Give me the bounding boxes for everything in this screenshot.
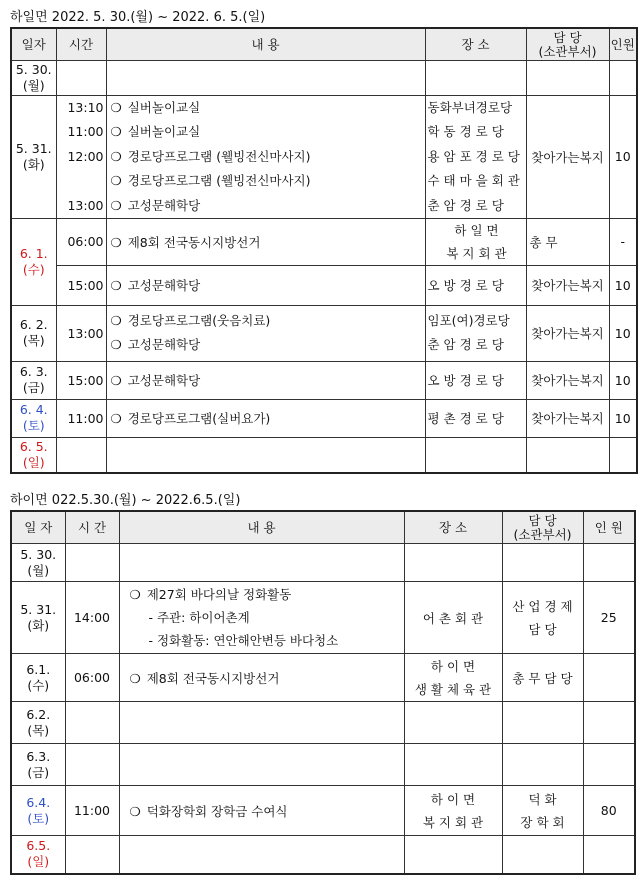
header-time: 시 간 [65,511,119,544]
schedule-title-haieum: 하이면 022.5.30.(월) ~ 2022.6.5.(일) [10,493,241,508]
dept-cell: 찾아가는복지 [526,265,609,305]
content-cell: ❍ 고성문해학당 [106,361,425,399]
table-row [11,305,637,361]
table-row [11,265,637,305]
bullet-icon: ❍ [110,124,122,140]
bullet-icon: ❍ [110,411,122,427]
count-cell: 10 [609,305,637,361]
table-row [11,61,637,96]
place-cell: 임포(여)경로당 춘 암 경 로 당 [425,305,526,361]
count-cell: - [609,218,637,265]
header-row [11,28,637,61]
date-cell: 5. 30. (월) [11,544,65,582]
date-cell: 5. 31. (화) [11,582,65,654]
bullet-icon: ❍ [110,197,122,213]
date-cell: 5. 31. (화) [11,96,56,219]
date-cell: 6. 2. (목) [11,305,56,361]
dept-cell: 찾아가는복지 [526,399,609,437]
table-row [11,399,637,437]
time-cell: 14:00 [65,582,119,654]
dept-cell: 덕 화 장 학 회 [502,786,583,836]
table-row [11,361,637,399]
header-content: 내 용 [119,511,404,544]
place-cell: 오 방 경 로 당 [425,361,526,399]
content-cell: ❍ 제8회 전국동시지방선거 [119,654,404,702]
header-content: 내 용 [106,28,425,61]
date-cell: 6.1. (수) [11,654,65,702]
date-cell: 6. 3. (금) [11,361,56,399]
time-cell: 06:00 [65,654,119,702]
time-cell: 06:00 [56,218,106,265]
time-cell: 11:00 [56,399,106,437]
bullet-icon: ❍ [110,148,122,164]
content-cell: ❍ 실버놀이교실 ❍ 실버놀이교실 ❍ 경로당프로그램 (웰빙전신마사지) ❍ 경로당프로그램 (웰빙전신마사지) ❍ 고성문해학당 [106,96,425,219]
dept-cell: 찾아가는복지 [526,361,609,399]
place-cell: 하 이 면 복 지 회 관 [404,786,502,836]
content-cell: ❍ 제27회 바다의날 정화활동 - 주관: 하이어촌계 - 정화활동: 연안해안변등 바다청소 [119,582,404,654]
count-cell: 10 [609,399,637,437]
table-row [11,702,635,744]
header-date: 일자 [11,28,56,61]
place-cell: 동화부녀경로당 학 동 경 로 당 용 암 포 경 로 당 수 태 마 을 회 관 춘 암 경 로 당 [425,96,526,219]
content-cell: ❍ 경로당프로그램(실버요가) [106,399,425,437]
header-place: 장 소 [404,511,502,544]
count-cell: 10 [609,96,637,219]
content-cell: ❍ 제8회 전국동시지방선거 [106,218,425,265]
bullet-icon: ❍ [129,670,141,686]
header-count: 인원 [609,28,637,61]
table-row [11,96,637,219]
dept-cell: 총 무 [526,218,609,265]
time-cell: 15:00 [56,265,106,305]
content-cell: ❍ 덕화장학회 장학금 수여식 [119,786,404,836]
bullet-icon: ❍ [110,278,122,294]
header-row [11,511,635,544]
table-row [11,836,635,874]
table-row [11,437,637,473]
table-row [11,654,635,702]
header-time: 시간 [56,28,106,61]
bullet-icon: ❍ [129,587,141,602]
table-row [11,786,635,836]
content-cell: ❍ 경로당프로그램(웃음치료) ❍ 고성문해학당 [106,305,425,361]
date-cell: 6.3. (금) [11,744,65,786]
count-cell: 80 [583,786,635,836]
dept-cell: 총 무 담 당 [502,654,583,702]
place-cell: 하 이 면 생 활 체 육 관 [404,654,502,702]
header-count: 인 원 [583,511,635,544]
date-cell: 6.5. (일) [11,836,65,874]
date-cell: 6.2. (목) [11,702,65,744]
place-cell: 어 촌 회 관 [404,582,502,654]
header-date: 일 자 [11,511,65,544]
date-cell: 6.4. (토) [11,786,65,836]
bullet-icon: ❍ [110,373,122,389]
date-cell: 6. 5. (일) [11,437,56,473]
bullet-icon: ❍ [110,173,122,189]
header-dept: 담 당 (소관부서) [526,28,609,61]
dept-cell: 찾아가는복지 [526,305,609,361]
header-dept: 담 당 (소관부서) [502,511,583,544]
bullet-icon: ❍ [110,100,122,115]
schedule-table-haileum [10,27,638,474]
time-cell: 15:00 [56,361,106,399]
schedule-table-haieum [10,510,636,875]
place-cell: 하 일 면 복 지 회 관 [425,218,526,265]
bullet-icon: ❍ [110,234,122,250]
table-row [11,544,635,582]
count-cell: 10 [609,361,637,399]
table-row [11,218,637,265]
time-cell: 11:00 [65,786,119,836]
bullet-icon: ❍ [110,337,122,353]
dept-cell: 찾아가는복지 [526,96,609,219]
table-row [11,582,635,654]
dept-cell: 산 업 경 제 담 당 [502,582,583,654]
table-row [11,744,635,786]
place-cell: 오 방 경 로 당 [425,265,526,305]
bullet-icon: ❍ [129,803,141,819]
date-cell: 6. 1. (수) [11,218,56,305]
bullet-icon: ❍ [110,313,122,329]
count-cell: 10 [609,265,637,305]
time-cell: 13:10 11:00 12:00 13:00 [56,96,106,219]
content-cell: ❍ 고성문해학당 [106,265,425,305]
count-cell: 25 [583,582,635,654]
date-cell: 5. 30. (월) [11,61,56,96]
time-cell: 13:00 [56,305,106,361]
place-cell: 평 촌 경 로 당 [425,399,526,437]
header-place: 장 소 [425,28,526,61]
schedule-title-haileum: 하일면 2022. 5. 30.(월) ~ 2022. 6. 5.(일) [10,10,266,25]
date-cell: 6. 4. (토) [11,399,56,437]
